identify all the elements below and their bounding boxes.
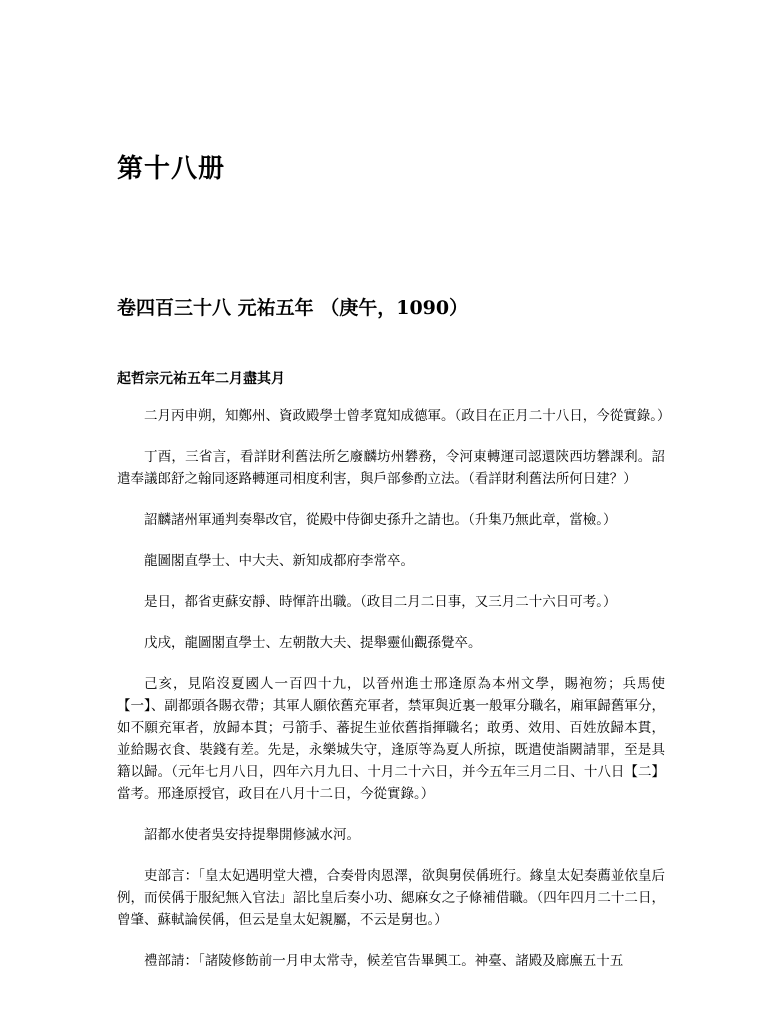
paragraph: 丁酉，三省言，看詳財利舊法所乞廢麟坊州礬務，令河東轉運司認還陝西坊礬課利。詔遣奉議郎舒之翰同逐路轉運司相度利害，與戶部參酌立法。（看詳財利舊法所何日建？） xyxy=(117,449,665,487)
paragraph: 詔麟諸州軍通判奏舉改官，從殿中侍御史孫升之請也。（升集乃無此章，當檢。） xyxy=(144,512,617,528)
paragraph: 是日，都省吏蘇安靜、時惲許出職。（政目二月二日事，又三月二十六日可考。） xyxy=(144,594,617,610)
paragraph: 禮部請：「諸陵修飭前一月申太常寺，候差官告畢興工。神臺、諸殿及廊廡五十五 xyxy=(144,953,624,969)
volume-title: 第十八册 xyxy=(117,154,226,184)
paragraph: 龍圖閣直學士、中大夫、新知成都府李常卒。 xyxy=(144,553,414,569)
paragraph: 戊戌，龍圖閣直學士、左朝散大夫、提舉靈仙觀孫覺卒。 xyxy=(144,635,482,651)
section-title: 起哲宗元祐五年二月盡其月 xyxy=(117,371,285,387)
paragraph: 己亥，見陷沒夏國人一百四十九，以晉州進士邢逢原為本州文學，賜袍笏；兵馬使【一】、副都頭各賜衣帶；其軍人願依舊充軍者，禁軍與近裏一般軍分職名，廂軍歸舊軍分，如不願充軍者，放歸本貫；弓箭手、蕃捉生並依舊指揮職名；敢勇、效用、百姓放歸本貫，並給賜衣食、裝錢有差。先是，永樂城失守，逢原等為夏人所掠，既遣使詣闕請罪，至是具籍以歸。（元年七月八日，四年六月九日、十月二十六日，并今五年三月二日、十八日【二】當考。邢逢原授官，政目在八月十二日，今從實錄。） xyxy=(117,676,665,802)
chapter-title: 卷四百三十八 元祐五年 （庚午，1090） xyxy=(117,297,469,319)
paragraph: 二月丙申朔，知鄭州、資政殿學士曾孝寬知成德軍。（政目在正月二十八日，今從實錄。） xyxy=(144,408,671,424)
paragraph: 詔都水使者吳安持提舉開修滅水河。 xyxy=(144,827,360,843)
paragraph: 吏部言：「皇太妃遇明堂大禮，合奏骨肉恩澤，欲與舅侯偁班行。緣皇太妃奏薦並依皇后例，而侯偁于服紀無入官法」詔比皇后奏小功、緦麻女之子條補借職。（四年四月二十二日，曾肇、蘇軾論侯偁，但云是皇太妃親屬，不云是舅也。） xyxy=(117,868,665,928)
document-body xyxy=(117,405,671,991)
